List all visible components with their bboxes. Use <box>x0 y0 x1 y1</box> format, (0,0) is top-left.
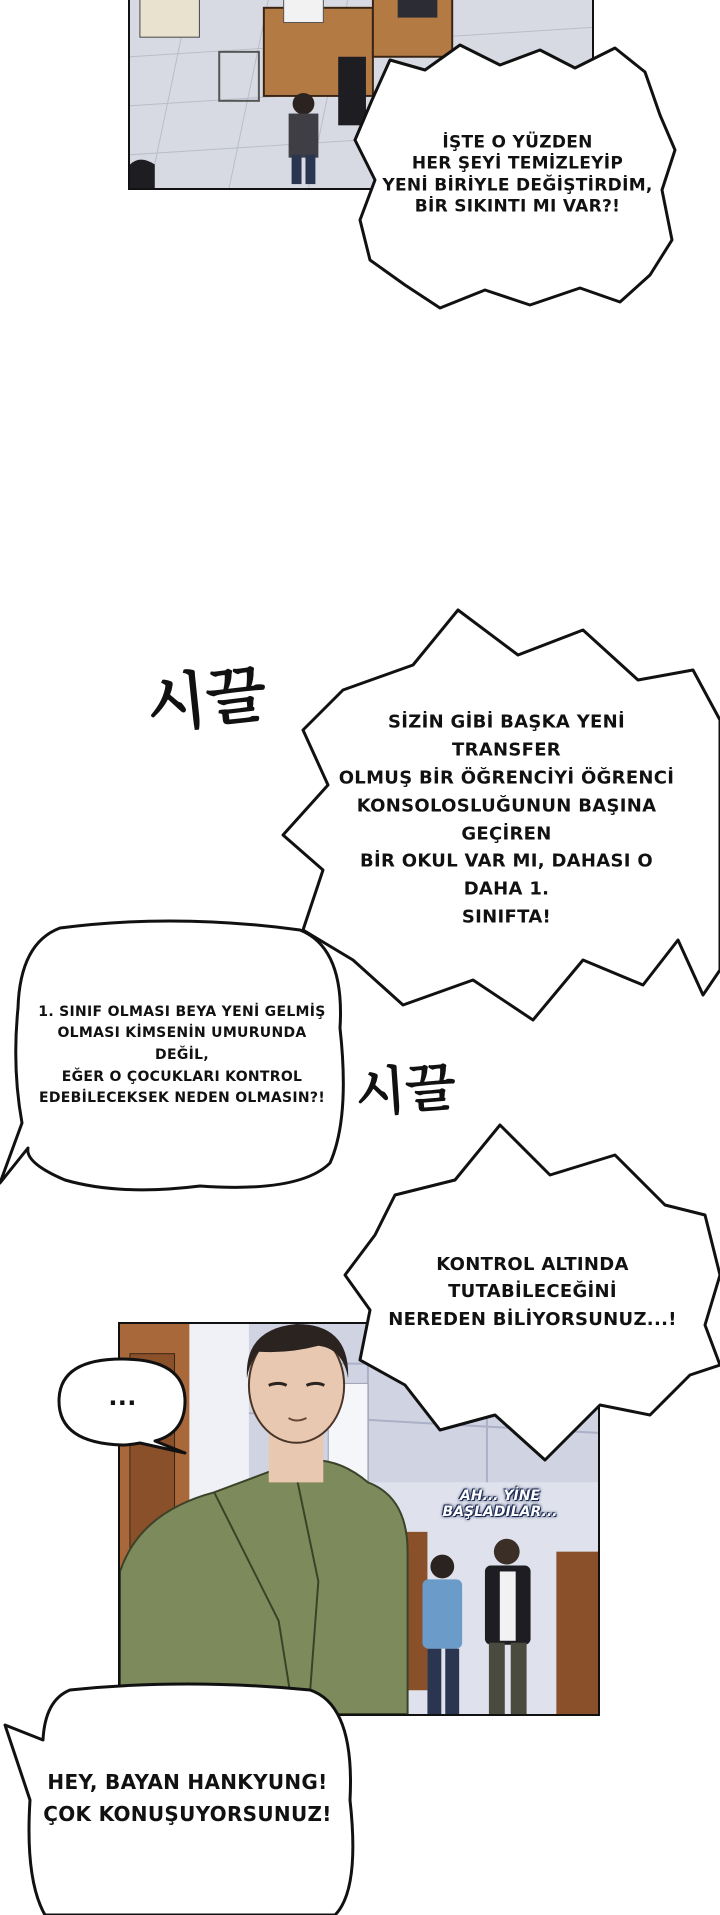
bubble-5-text: ... <box>108 1383 137 1411</box>
speech-bubble-6 <box>15 1680 360 1915</box>
speech-bubble-4 <box>345 1125 720 1460</box>
background-caption: AH... YİNE BAŞLADILAR... <box>442 1488 558 1521</box>
bubble-6-text: HEY, BAYAN HANKYUNG! ÇOK KONUŞUYORSUNUZ! <box>43 1769 332 1826</box>
sfx-noise-1: 시끌 <box>143 656 270 743</box>
speech-bubble-3 <box>0 918 352 1193</box>
speech-bubble-1 <box>350 40 685 310</box>
bubble-2-text: SİZİN GİBİ BAŞKA YENİ TRANSFER OLMUŞ BİR ÖĞRENCİYİ ÖĞRENCİ KONSOLOSLUĞUNUN BAŞINA GEÇİREN BİR OKUL VAR MI, DAHASI O DAHA 1. SINIFTA! <box>338 711 675 928</box>
speech-bubble-5 <box>55 1355 190 1455</box>
sfx-noise-2: 시끌 <box>353 1056 458 1125</box>
bubble-1-text: İŞTE O YÜZDEN HER ŞEYİ TEMİZLEYİP YENİ BİRİYLE DEĞİŞTİRDİM, BİR SIKINTI MI VAR?! <box>382 132 653 217</box>
bubble-4-text: KONTROL ALTINDA TUTABİLECEĞİNİ NEREDEN BİLİYORSUNUZ...! <box>388 1253 677 1331</box>
bubble-3-text: 1. SINIF OLMASI BEYA YENİ GELMİŞ OLMASI KİMSENİN UMURUNDA DEĞİL, EĞER O ÇOCUKLARI KONTROL EDEBİLECEKSEK NEDEN OLMASIN?! <box>38 1003 326 1107</box>
